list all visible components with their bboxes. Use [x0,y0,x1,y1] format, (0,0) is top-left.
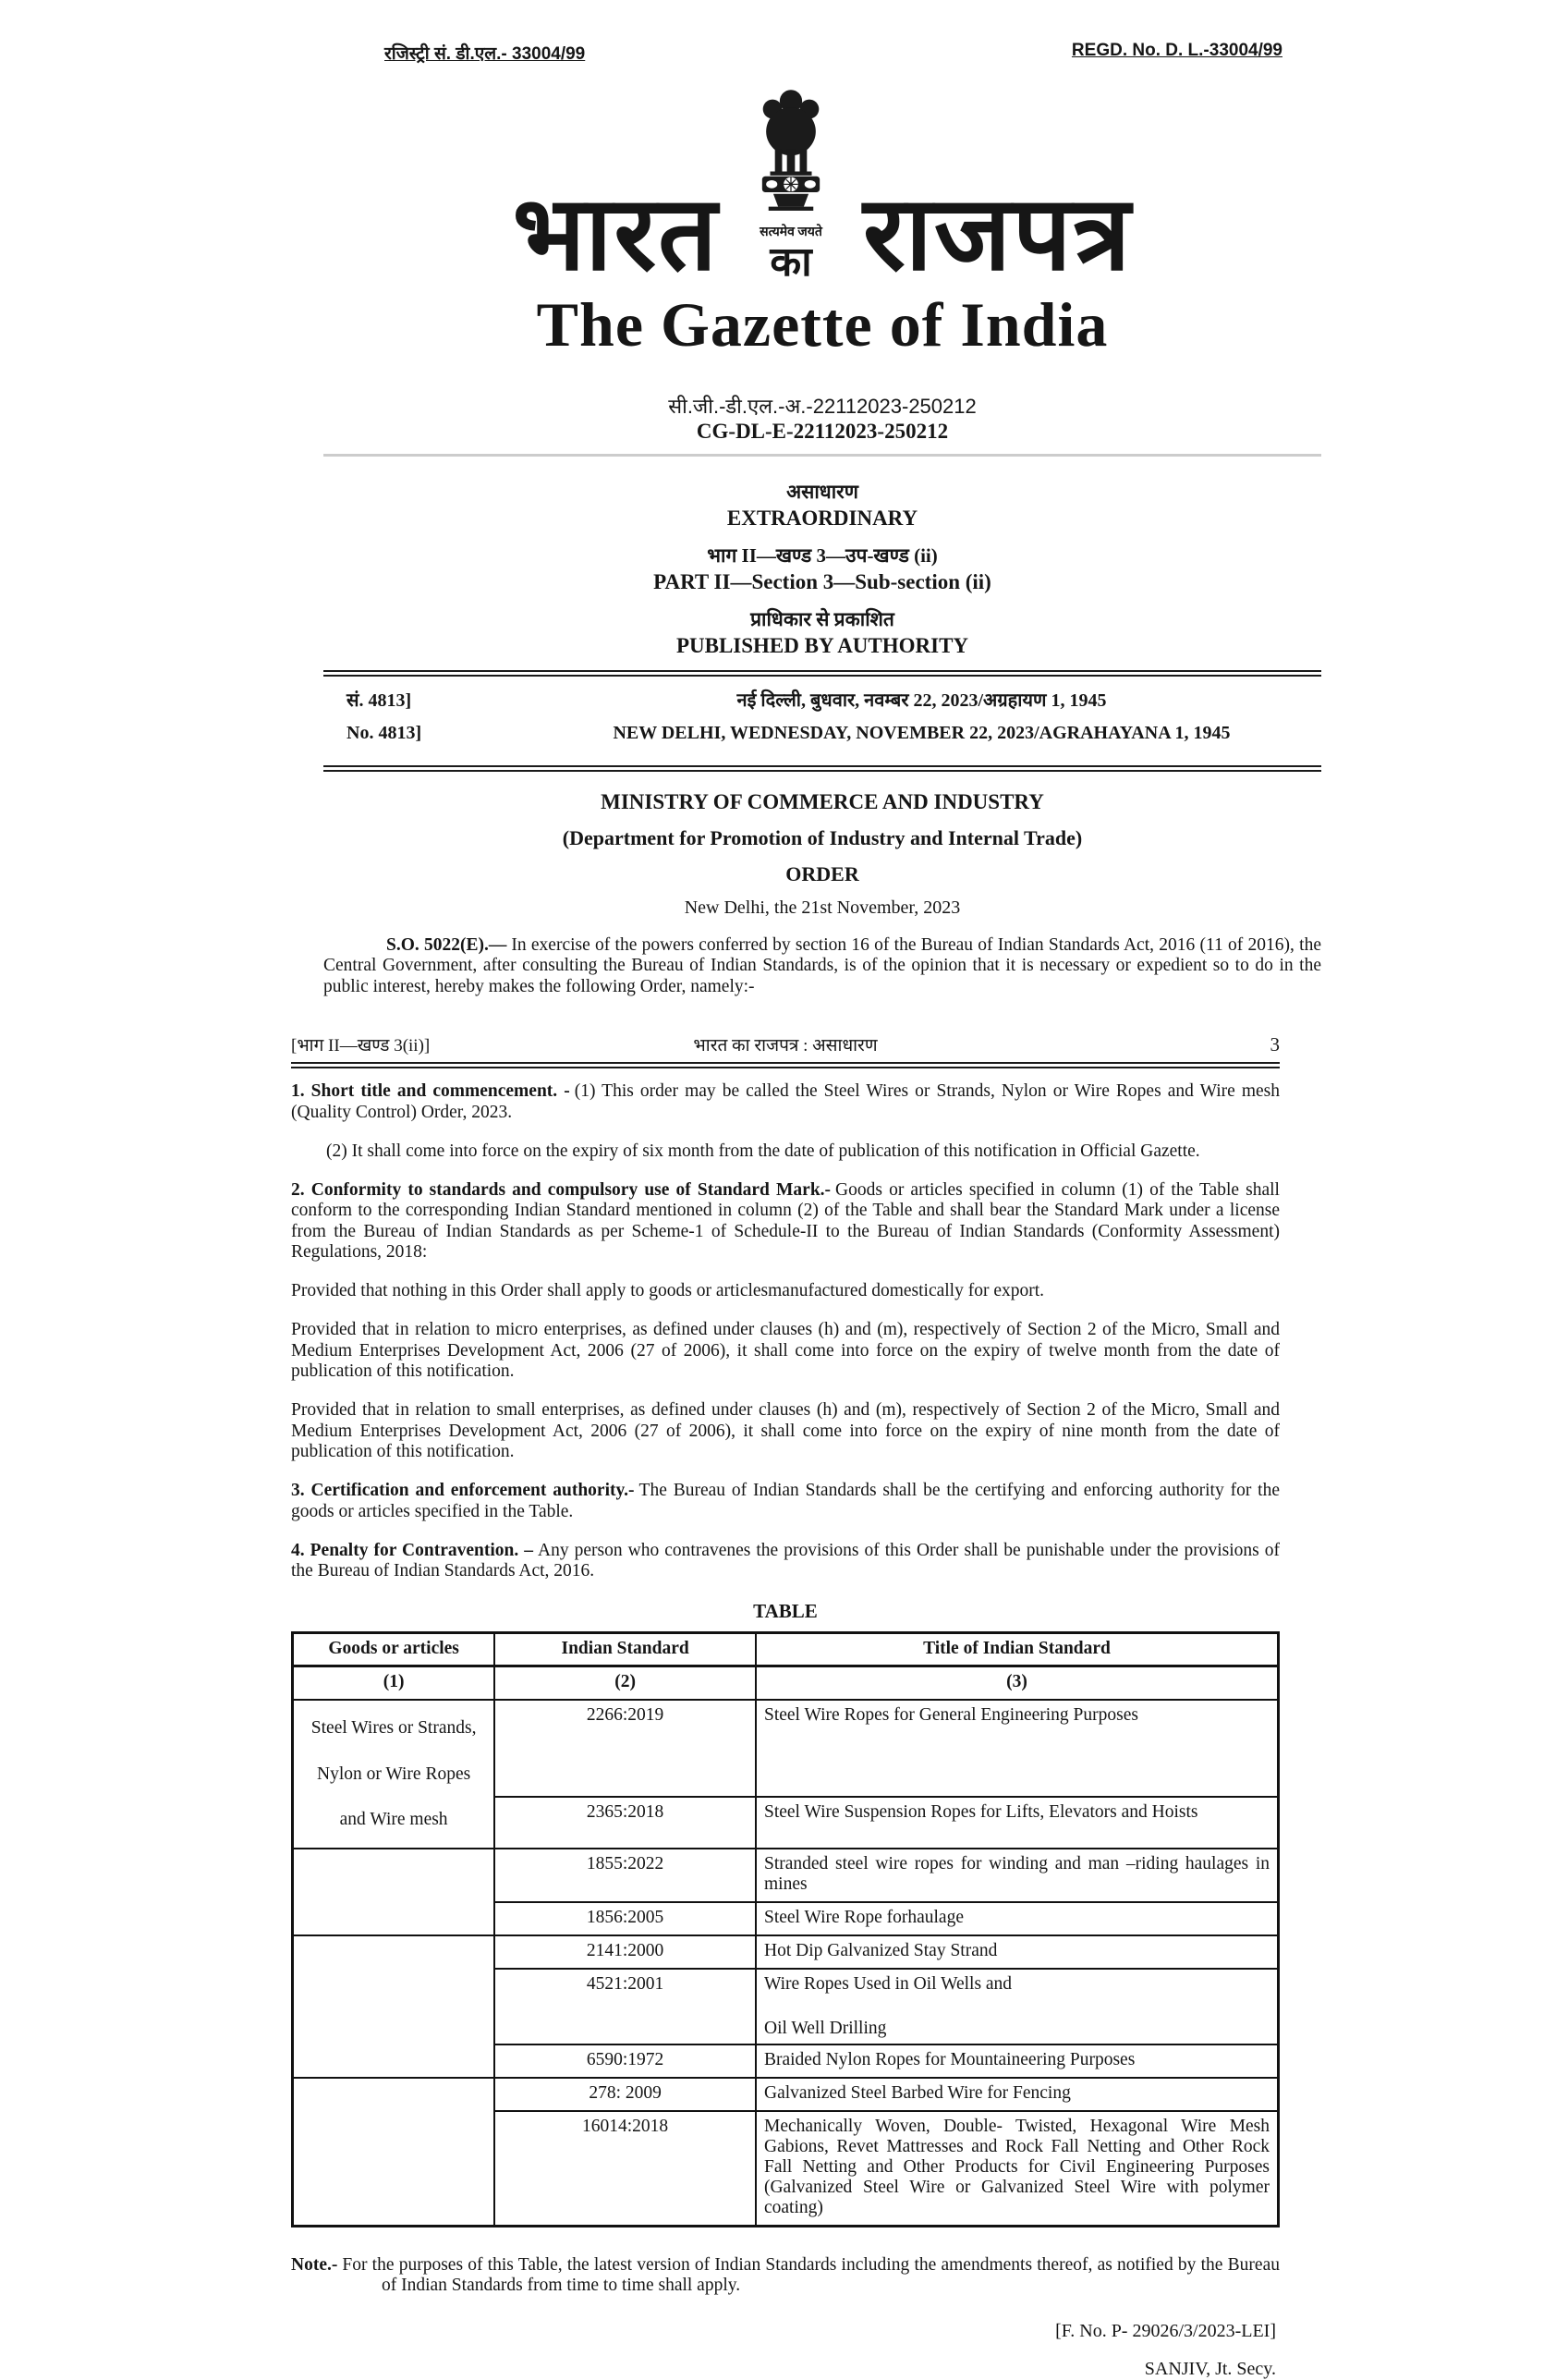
standard-number: 1856:2005 [494,1902,756,1935]
running-header-center: भारत का राजपत्र : असाधारण [693,1036,878,1056]
emblem-motto: सत्यमेव जयते [760,226,822,239]
header-indian-standard: Indian Standard [494,1633,756,1666]
issue-number-hindi: सं. 4813] [346,690,412,711]
separator-line [323,454,1321,457]
issue-number-english: No. 4813] [346,722,422,743]
authority-hindi: प्राधिकार से प्रकाशित [750,607,894,630]
standard-title: Galvanized Steel Barbed Wire for Fencing [756,2078,1279,2111]
goods-cell-empty [293,2078,495,2226]
standard-number: 278: 2009 [494,2078,756,2111]
header-title: Title of Indian Standard [756,1633,1279,1666]
colnum-3: (3) [756,1666,1279,1700]
goods-cell-empty [293,1935,495,2078]
registration-row [323,41,1321,65]
goods-cell-empty [293,1849,495,1935]
note-text: For the purposes of this Table, the latest version of Indian Standards including the amendments thereof, as notified by the Bureau of Indian Standards from time to time shall apply. [342,2254,1280,2296]
place-and-date: New Delhi, the 21st November, 2023 [684,897,961,918]
page-one-column [323,41,1321,997]
goods-line: and Wire mesh [339,1810,448,1830]
clause-3 [291,1481,1280,1522]
note-label: Note.- [291,2254,338,2275]
double-rule-top [323,670,1321,677]
issue-number-block [346,685,522,750]
standard-title: Steel Wire Rope forhaulage [756,1902,1279,1935]
proviso-small-enterprises: Provided that in relation to small enterprises, as defined under clauses (h) and (m), respectively of Section 2 of the Micro, Small and Medium Enterprises Development Act, 2006 (27 of 2006), it shall come into force on the expiry of nine month from the date of publication of this notification. [291,1400,1280,1462]
table-note [291,2255,1280,2297]
proviso-micro-enterprises: Provided that in relation to micro enterprises, as defined under clauses (h) and (m), respectively of Section 2 of the Micro, Small and Medium Enterprises Development Act, 2006 (27 of 2006), it shall come into force on the expiry of twelve month from the date of publication of this notification. [291,1320,1280,1382]
clause-1 [291,1081,1280,1123]
double-rule-bottom [323,765,1321,772]
gazette-codes [323,395,1321,445]
masthead-title-hindi-bharat: भारत [512,177,720,292]
standard-title-line: Oil Well Drilling [763,2019,887,2039]
extraordinary-hindi: असाधारण [786,480,858,503]
standard-number: 2266:2019 [494,1700,756,1797]
standard-number: 4521:2001 [494,1969,756,2044]
gazette-code-hindi: सी.जी.-डी.एल.-अ.-22112023-250212 [668,395,977,418]
so-number: S.O. 5022(E).— [386,934,507,955]
document-type: ORDER [785,861,859,885]
standard-number: 6590:1972 [494,2044,756,2078]
authority-english: PUBLISHED BY AUTHORITY [675,633,969,657]
extraordinary-english: EXTRAORDINARY [726,506,918,530]
masthead-title-english: The Gazette of India [536,289,1109,360]
standard-title: Steel Wire Suspension Ropes for Lifts, Elevators and Hoists [756,1797,1279,1849]
so-text: In exercise of the powers conferred by section 16 of the Bureau of Indian Standards Act, 2016 (11 of 2016), the Central Government, after consulting the Bureau of Indian Standards, is of the opinion that it is necessary or expedient so to do in the public interest, hereby makes the following Order, namely:- [323,934,1321,996]
clause-2-title: 2. Conformity to standards and compulsory use of Standard Mark.- [291,1179,832,1200]
part-section-hindi: भाग II—खण्ड 3—उप-खण्ड (ii) [707,543,938,567]
so-paragraph [323,935,1321,998]
page-number: 3 [1270,1033,1280,1056]
clause-3-text: The Bureau of Indian Standards shall be the certifying and enforcing authority for the goods or articles specified in the Table. [291,1481,1281,1521]
standard-number: 2365:2018 [494,1797,756,1849]
standard-number: 2141:2000 [494,1935,756,1969]
clause-4-title: 4. Penalty for Contravention. – [291,1540,534,1560]
issue-row [323,677,1321,760]
masthead-title-hindi-rajpatra: राजपत्र [863,177,1133,292]
clause-4 [291,1541,1280,1582]
masthead-emblem-block [743,85,839,283]
table-row [293,2078,1279,2111]
registration-number-english: REGD. No. D. L.-33004/99 [1071,41,1282,60]
masthead-title-hindi-ka: का [770,239,812,285]
page-three-column [291,1032,1280,2379]
standards-table [291,1631,1280,2227]
clause-3-title: 3. Certification and enforcement authority.- [291,1481,635,1501]
running-header-left: [भाग II—खण्ड 3(ii)] [291,1036,431,1056]
standard-title: Stranded steel wire ropes for winding and man –riding haulages in mines [756,1849,1279,1902]
standard-number: 16014:2018 [494,2111,756,2226]
table-header-row [293,1633,1279,1666]
standard-title: Braided Nylon Ropes for Mountaineering Purposes [756,2044,1279,2078]
clause-4-text: Any person who contravenes the provisions of this Order shall be punishable under the provisions of the Bureau of Indian Standards Act, 2016. [291,1540,1280,1581]
clause-2 [291,1180,1280,1263]
standard-title [756,1969,1279,2044]
header-goods: Goods or articles [293,1633,495,1666]
standard-title: Hot Dip Galvanized Stay Strand [756,1935,1279,1969]
goods-line: Nylon or Wire Ropes [317,1764,471,1784]
clause-1-text: (1) This order may be called the Steel Wires or Strands, Nylon or Wire Ropes and Wire mesh (Quality Control) Order, 2023. [291,1081,1280,1122]
issue-date-block [522,685,1321,750]
table-caption: TABLE [753,1600,818,1623]
colnum-2: (2) [494,1666,756,1700]
part-section-english: PART II—Section 3—Sub-section (ii) [653,569,991,593]
signatory: SANJIV, Jt. Secy. [1144,2358,1276,2379]
ministry-name: MINISTRY OF COMMERCE AND INDUSTRY [601,789,1044,813]
gazette-code-english: CG-DL-E-22112023-250212 [696,420,949,444]
department-name: (Department for Promotion of Industry and Internal Trade) [562,825,1083,849]
registration-number-hindi: रजिस्ट्री सं. डी.एल.- 33004/99 [384,44,586,64]
clause-2-text: Goods or articles specified in column (1) of the Table shall conform to the corresponding Indian Standard mentioned in column (2) of the Table and shall bear the Standard Mark under a license from the Bureau of Indian Standards as per Scheme-1 of Schedule-II to the Bureau of Indian Standards (Conformity Assessment) Regulations, 2018: [291,1179,1280,1263]
colnum-1: (1) [293,1666,495,1700]
issue-date-hindi: नई दिल्ली, बुधवार, नवम्बर 22, 2023/अग्रहायण 1, 1945 [736,690,1107,711]
ministry-block [323,790,1321,919]
issue-date-english: NEW DELHI, WEDNESDAY, NOVEMBER 22, 2023/AGRAHAYANA 1, 1945 [613,722,1231,743]
clause-1-sub: (2) It shall come into force on the expiry of six month from the date of publication of this notification in Official Gazette. [326,1141,1200,1161]
table-row [293,1935,1279,1969]
clause-1-title: 1. Short title and commencement. - [291,1081,570,1102]
goods-line: Steel Wires or Strands, [310,1717,477,1738]
running-header [291,1032,1280,1056]
goods-cell [293,1700,495,1849]
standard-number: 1855:2022 [494,1849,756,1902]
table-row [293,1700,1279,1797]
masthead [323,85,1321,292]
ashoka-lion-capital-emblem-icon [743,85,839,221]
file-number: [F. No. P- 29026/3/2023-LEI] [1055,2320,1276,2341]
standard-title: Steel Wire Ropes for General Engineering Purposes [756,1700,1279,1797]
standard-title-line: Wire Ropes Used in Oil Wells and [763,1974,1013,1995]
running-header-rule [291,1062,1280,1068]
standard-title: Mechanically Woven, Double- Twisted, Hexagonal Wire Mesh Gabions, Revet Mattresses and Rock Fall Netting and Other Rock Fall Netting and Other Products for Civil Engineering Purposes (Galvanized Steel Wire or Galvanized Steel Wire with polymer coating) [756,2111,1279,2226]
table-colnum-row [293,1666,1279,1700]
edition-block [323,479,1321,658]
proviso-export: Provided that nothing in this Order shall apply to goods or articlesmanufactured domestically for export. [291,1281,1045,1301]
table-row [293,1849,1279,1902]
